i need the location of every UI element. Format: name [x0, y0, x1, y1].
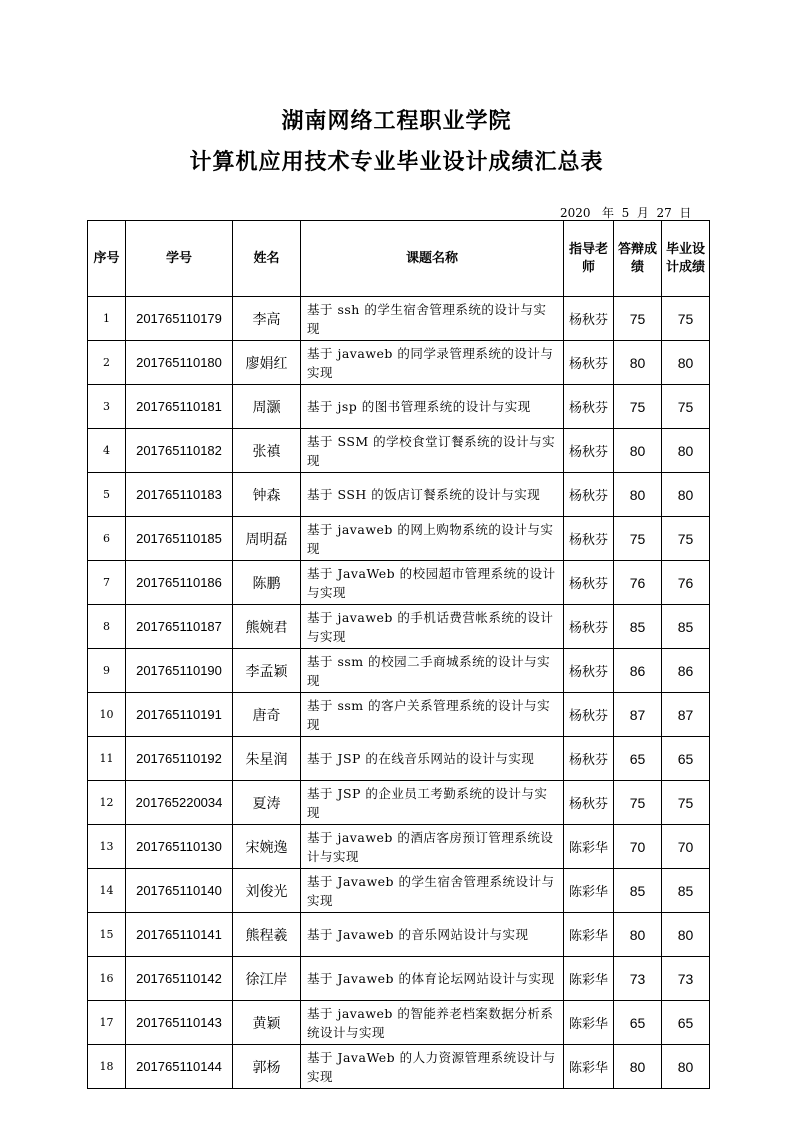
- row-defense-score: 85: [614, 869, 662, 913]
- table-row: [88, 385, 710, 429]
- row-teacher: 杨秋芬: [564, 341, 614, 385]
- row-teacher: 杨秋芬: [564, 473, 614, 517]
- row-student-name: 陈鹏: [233, 561, 301, 605]
- table-row: [88, 825, 710, 869]
- row-seq: 1: [88, 297, 126, 341]
- row-defense-score: 80: [614, 913, 662, 957]
- row-seq: 3: [88, 385, 126, 429]
- row-seq: 11: [88, 737, 126, 781]
- row-topic: 基于 JavaWeb 的校园超市管理系统的设计与实现: [301, 561, 564, 605]
- table-row: [88, 957, 710, 1001]
- header-teacher: 指导老师: [564, 221, 614, 297]
- row-student-id: 201765110191: [126, 693, 233, 737]
- row-student-name: 宋婉逸: [233, 825, 301, 869]
- row-teacher: 杨秋芬: [564, 693, 614, 737]
- row-final-score: 75: [662, 517, 710, 561]
- row-seq: 14: [88, 869, 126, 913]
- row-topic: 基于 javaweb 的手机话费营帐系统的设计与实现: [301, 605, 564, 649]
- row-seq: 8: [88, 605, 126, 649]
- school-title: 湖南网络工程职业学院: [281, 109, 512, 134]
- row-student-id: 201765110180: [126, 341, 233, 385]
- header-topic: 课题名称: [301, 221, 564, 297]
- row-final-score: 80: [662, 341, 710, 385]
- row-final-score: 70: [662, 825, 710, 869]
- row-teacher: 杨秋芬: [564, 649, 614, 693]
- row-topic: 基于 ssm 的校园二手商城系统的设计与实现: [301, 649, 564, 693]
- row-defense-score: 80: [614, 429, 662, 473]
- row-topic: 基于 javaweb 的网上购物系统的设计与实现: [301, 517, 564, 561]
- row-final-score: 86: [662, 649, 710, 693]
- row-final-score: 85: [662, 869, 710, 913]
- row-topic: 基于 ssm 的客户关系管理系统的设计与实现: [301, 693, 564, 737]
- table-row: [88, 1001, 710, 1045]
- row-student-id: 201765110187: [126, 605, 233, 649]
- row-student-id: 201765110192: [126, 737, 233, 781]
- row-defense-score: 80: [614, 341, 662, 385]
- row-student-name: 张禛: [233, 429, 301, 473]
- report-date: 2020 年 5 月 27 日: [560, 206, 692, 220]
- table-row: [88, 737, 710, 781]
- table-row: [88, 1045, 710, 1089]
- row-seq: 6: [88, 517, 126, 561]
- table-row: [88, 429, 710, 473]
- row-teacher: 杨秋芬: [564, 737, 614, 781]
- row-topic: 基于 JSP 的企业员工考勤系统的设计与实现: [301, 781, 564, 825]
- row-defense-score: 75: [614, 781, 662, 825]
- row-student-name: 周灏: [233, 385, 301, 429]
- table-header-row: [88, 221, 710, 297]
- row-student-id: 201765110181: [126, 385, 233, 429]
- row-teacher: 杨秋芬: [564, 605, 614, 649]
- grades-table: [87, 220, 710, 1089]
- row-student-name: 钟森: [233, 473, 301, 517]
- row-student-name: 朱星润: [233, 737, 301, 781]
- table-row: [88, 869, 710, 913]
- table-row: [88, 913, 710, 957]
- row-defense-score: 80: [614, 1045, 662, 1089]
- row-teacher: 杨秋芬: [564, 781, 614, 825]
- header-final-score: 毕业设计成绩: [662, 221, 710, 297]
- row-student-id: 201765110144: [126, 1045, 233, 1089]
- row-student-id: 201765110182: [126, 429, 233, 473]
- row-final-score: 75: [662, 781, 710, 825]
- row-topic: 基于 javaweb 的酒店客房预订管理系统设计与实现: [301, 825, 564, 869]
- header-student-id: 学号: [126, 221, 233, 297]
- row-final-score: 80: [662, 473, 710, 517]
- row-teacher: 杨秋芬: [564, 297, 614, 341]
- row-final-score: 65: [662, 1001, 710, 1045]
- row-defense-score: 65: [614, 1001, 662, 1045]
- row-defense-score: 76: [614, 561, 662, 605]
- header-name: 姓名: [233, 221, 301, 297]
- row-final-score: 73: [662, 957, 710, 1001]
- row-student-name: 熊程羲: [233, 913, 301, 957]
- table-row: [88, 781, 710, 825]
- table-row: [88, 297, 710, 341]
- row-topic: 基于 Javaweb 的学生宿舍管理系统设计与实现: [301, 869, 564, 913]
- row-topic: 基于 Javaweb 的体育论坛网站设计与实现: [301, 957, 564, 1001]
- row-student-name: 徐江岸: [233, 957, 301, 1001]
- row-seq: 10: [88, 693, 126, 737]
- row-student-name: 周明磊: [233, 517, 301, 561]
- row-teacher: 陈彩华: [564, 1045, 614, 1089]
- row-student-name: 廖娟红: [233, 341, 301, 385]
- row-seq: 5: [88, 473, 126, 517]
- table-row: [88, 341, 710, 385]
- row-seq: 17: [88, 1001, 126, 1045]
- row-teacher: 杨秋芬: [564, 385, 614, 429]
- row-student-id: 201765110185: [126, 517, 233, 561]
- row-final-score: 80: [662, 1045, 710, 1089]
- table-row: [88, 605, 710, 649]
- row-student-name: 李孟颖: [233, 649, 301, 693]
- row-topic: 基于 javaweb 的同学录管理系统的设计与实现: [301, 341, 564, 385]
- row-teacher: 陈彩华: [564, 825, 614, 869]
- row-teacher: 陈彩华: [564, 913, 614, 957]
- row-seq: 2: [88, 341, 126, 385]
- row-topic: 基于 ssh 的学生宿舍管理系统的设计与实现: [301, 297, 564, 341]
- row-defense-score: 80: [614, 473, 662, 517]
- row-defense-score: 75: [614, 517, 662, 561]
- row-student-id: 201765110130: [126, 825, 233, 869]
- header-defense-score: 答辩成绩: [614, 221, 662, 297]
- row-student-id: 201765110186: [126, 561, 233, 605]
- row-topic: 基于 SSM 的学校食堂订餐系统的设计与实现: [301, 429, 564, 473]
- table-body: [88, 297, 710, 1089]
- row-student-name: 熊婉君: [233, 605, 301, 649]
- row-final-score: 80: [662, 429, 710, 473]
- table-row: [88, 693, 710, 737]
- row-student-id: 201765110190: [126, 649, 233, 693]
- row-topic: 基于 javaweb 的智能养老档案数据分析系统设计与实现: [301, 1001, 564, 1045]
- row-defense-score: 86: [614, 649, 662, 693]
- row-final-score: 85: [662, 605, 710, 649]
- row-final-score: 65: [662, 737, 710, 781]
- row-student-name: 李高: [233, 297, 301, 341]
- row-seq: 9: [88, 649, 126, 693]
- row-student-name: 郭杨: [233, 1045, 301, 1089]
- row-final-score: 87: [662, 693, 710, 737]
- row-teacher: 陈彩华: [564, 869, 614, 913]
- row-topic: 基于 JavaWeb 的人力资源管理系统设计与实现: [301, 1045, 564, 1089]
- document-title: 计算机应用技术专业毕业设计成绩汇总表: [189, 150, 604, 175]
- row-teacher: 陈彩华: [564, 957, 614, 1001]
- row-seq: 7: [88, 561, 126, 605]
- row-student-id: 201765220034: [126, 781, 233, 825]
- row-student-id: 201765110143: [126, 1001, 233, 1045]
- row-final-score: 75: [662, 385, 710, 429]
- row-topic: 基于 Javaweb 的音乐网站设计与实现: [301, 913, 564, 957]
- row-topic: 基于 JSP 的在线音乐网站的设计与实现: [301, 737, 564, 781]
- table-row: [88, 649, 710, 693]
- row-student-id: 201765110141: [126, 913, 233, 957]
- row-topic: 基于 SSH 的饭店订餐系统的设计与实现: [301, 473, 564, 517]
- row-defense-score: 70: [614, 825, 662, 869]
- row-teacher: 杨秋芬: [564, 561, 614, 605]
- row-defense-score: 87: [614, 693, 662, 737]
- row-final-score: 76: [662, 561, 710, 605]
- row-defense-score: 73: [614, 957, 662, 1001]
- row-student-name: 黄颖: [233, 1001, 301, 1045]
- row-teacher: 陈彩华: [564, 1001, 614, 1045]
- row-defense-score: 75: [614, 385, 662, 429]
- header-seq: 序号: [88, 221, 126, 297]
- row-final-score: 75: [662, 297, 710, 341]
- table-row: [88, 473, 710, 517]
- row-seq: 16: [88, 957, 126, 1001]
- row-student-name: 唐奇: [233, 693, 301, 737]
- row-seq: 4: [88, 429, 126, 473]
- row-seq: 12: [88, 781, 126, 825]
- row-final-score: 80: [662, 913, 710, 957]
- row-seq: 15: [88, 913, 126, 957]
- row-seq: 13: [88, 825, 126, 869]
- row-teacher: 杨秋芬: [564, 429, 614, 473]
- row-seq: 18: [88, 1045, 126, 1089]
- row-student-id: 201765110183: [126, 473, 233, 517]
- row-student-name: 夏涛: [233, 781, 301, 825]
- table-row: [88, 517, 710, 561]
- row-teacher: 杨秋芬: [564, 517, 614, 561]
- row-student-id: 201765110179: [126, 297, 233, 341]
- row-defense-score: 75: [614, 297, 662, 341]
- row-defense-score: 85: [614, 605, 662, 649]
- row-student-id: 201765110142: [126, 957, 233, 1001]
- table-row: [88, 561, 710, 605]
- row-student-name: 刘俊光: [233, 869, 301, 913]
- row-defense-score: 65: [614, 737, 662, 781]
- row-topic: 基于 jsp 的图书管理系统的设计与实现: [301, 385, 564, 429]
- row-student-id: 201765110140: [126, 869, 233, 913]
